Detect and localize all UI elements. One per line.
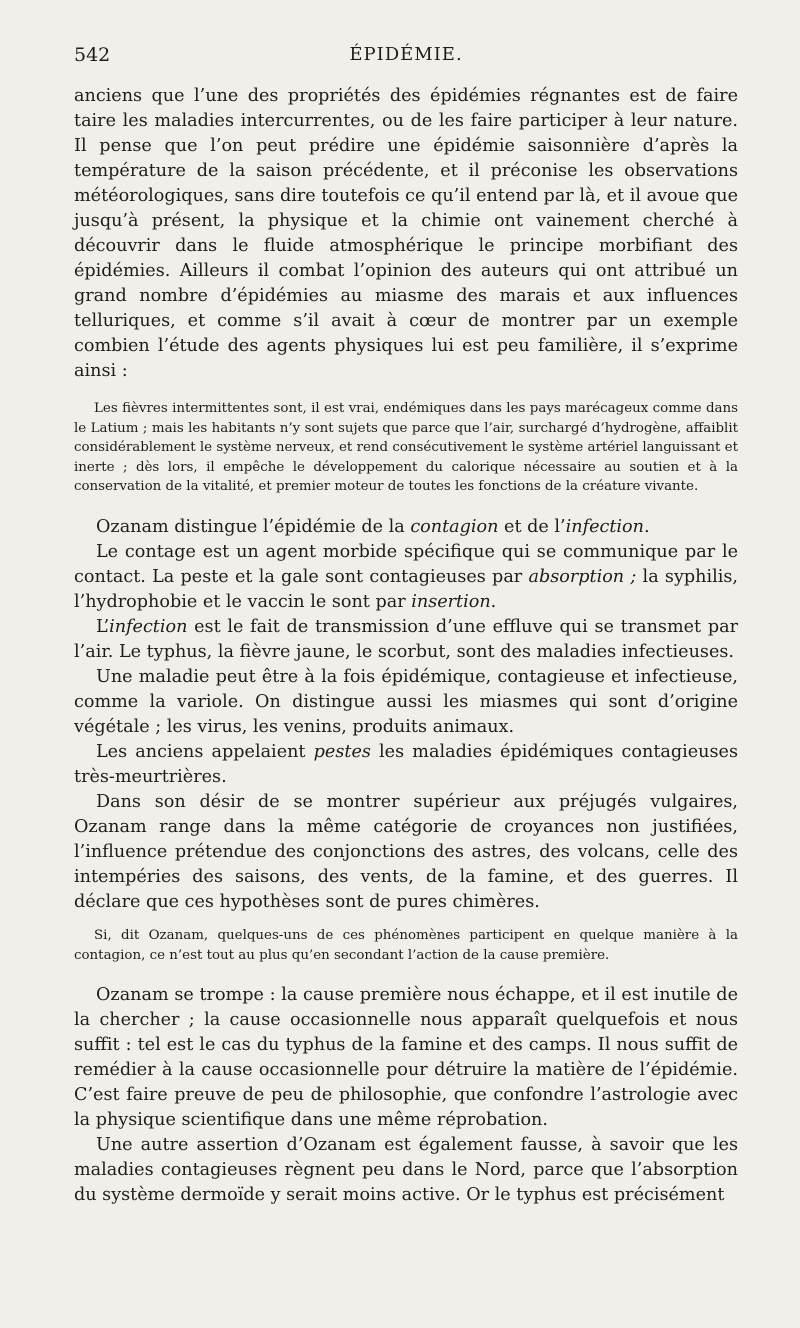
paragraph-variole: Une maladie peut être à la fois épidémique, contagieuse et infectieuse, comme la variole. On distingue aussi les miasmes qui sont d’origine végétale ; les virus, les venins, produits animaux. [74, 666, 738, 737]
text-run: la syphilis, l’hydrophobie et le vaccin le sont par [74, 566, 738, 612]
text-run: est le fait de transmission d’une effluve qui se transmet par l’air. Le typhus, la fièvre jaune, le scorbut, sont des maladies infectieuses. [74, 616, 738, 662]
italic-term: infection [109, 616, 188, 637]
paragraph-pestes [74, 740, 738, 790]
italic-term: insertion [411, 591, 491, 612]
page-number: 542 [74, 44, 111, 66]
paragraph-contagion-infection [74, 515, 738, 540]
paragraph-cause-premiere: Ozanam se trompe : la cause première nous échappe, et il est inutile de la chercher ; la cause occasionnelle nous apparaît quelquefois et nous suffit : tel est le cas du typhus de la famine et des camps. Il nous suffit de remédier à la cause occasionnelle pour détruire la matière de l’épidémie. C’est faire preuve de peu de philosophie, que confondre l’astrologie avec la physique scientifique dans une même réprobation. [74, 985, 738, 1131]
paragraph-nord: Une autre assertion d’Ozanam est également fausse, à savoir que les maladies contagieuses règnent peu dans le Nord, parce que l’absorption du système dermoïde y serait moins active. Or le typhus est précisément [74, 1135, 738, 1206]
italic-term: pestes [313, 741, 371, 762]
paragraph-contage [74, 540, 738, 615]
paragraph-prejuges: Dans son désir de se montrer supérieur aux préjugés vulgaires, Ozanam range dans la même catégorie de croyances non justifiées, l’influence prétendue des conjonctions des astres, des volcans, celle des intempéries des saisons, des vents, de la famine, et des guerres. Il déclare que ces hypothèses sont de pures chimères. [74, 791, 738, 912]
italic-term: absorption ; [528, 566, 637, 587]
block-quote-fevers: Les fièvres intermittentes sont, il est vrai, endémiques dans les pays marécageux comme dans le Latium ; mais les habitants n’y sont sujets que parce que l’air, surchargé d’hydrogène, affaiblit considérablement le système nerveux, et rend consécutivement le système artériel languissant et inerte ; dès lors, il empêche le développement du calorique nécessaire au soutien et à la conservation de la vitalité, et premier moteur de toutes les fonctions de la créature vivante. [74, 401, 738, 495]
text-run: . [490, 591, 497, 612]
running-title: ÉPIDÉMIE. [349, 44, 463, 65]
paragraph-continuation: anciens que l’une des propriétés des épidémies régnantes est de faire taire les maladies intercurrentes, ou de les faire participer à leur nature. Il pense que l’on peut prédire une épidémie saisonnière d’après la température de la saison précédente, et il préconise les observations météorologiques, sans dire toutefois ce qu’il entend par là, et il avoue que jusqu’à présent, la physique et la chimie ont vainement cherché à découvrir dans le fluide atmosphérique le principe morbifiant des épidémies. Ailleurs il combat l’opinion des auteurs qui ont attribué un grand nombre d’épidémies au miasme des marais et aux influences telluriques, et comme s’il avait à cœur de montrer par un exemple combien l’étude des agents physiques lui est peu familière, il s’exprime ainsi : [74, 86, 738, 381]
text-run: Ozanam distingue l’épidémie de la [96, 516, 411, 537]
page-header [74, 44, 738, 74]
block-quote-ozanam: Si, dit Ozanam, quelques-uns de ces phénomènes participent en quelque manière à la contagion, ce n’est tout au plus qu’en secondant l’action de la cause première. [74, 927, 738, 963]
text-run: L’ [96, 616, 110, 637]
text-run: . [643, 516, 650, 537]
italic-term: infection [565, 516, 644, 537]
text-run: les maladies épidémiques contagieuses très-meurtrières. [74, 741, 738, 787]
text-run: Les anciens appelaient [96, 741, 314, 762]
body-text [74, 84, 738, 1208]
text-run: Le contage est un agent morbide spécifique qui se communique par le contact. La peste et la gale sont contagieuses par [74, 541, 738, 587]
italic-term: contagion [410, 516, 499, 537]
paragraph-infection [74, 615, 738, 665]
text-run: et de l’ [498, 516, 566, 537]
